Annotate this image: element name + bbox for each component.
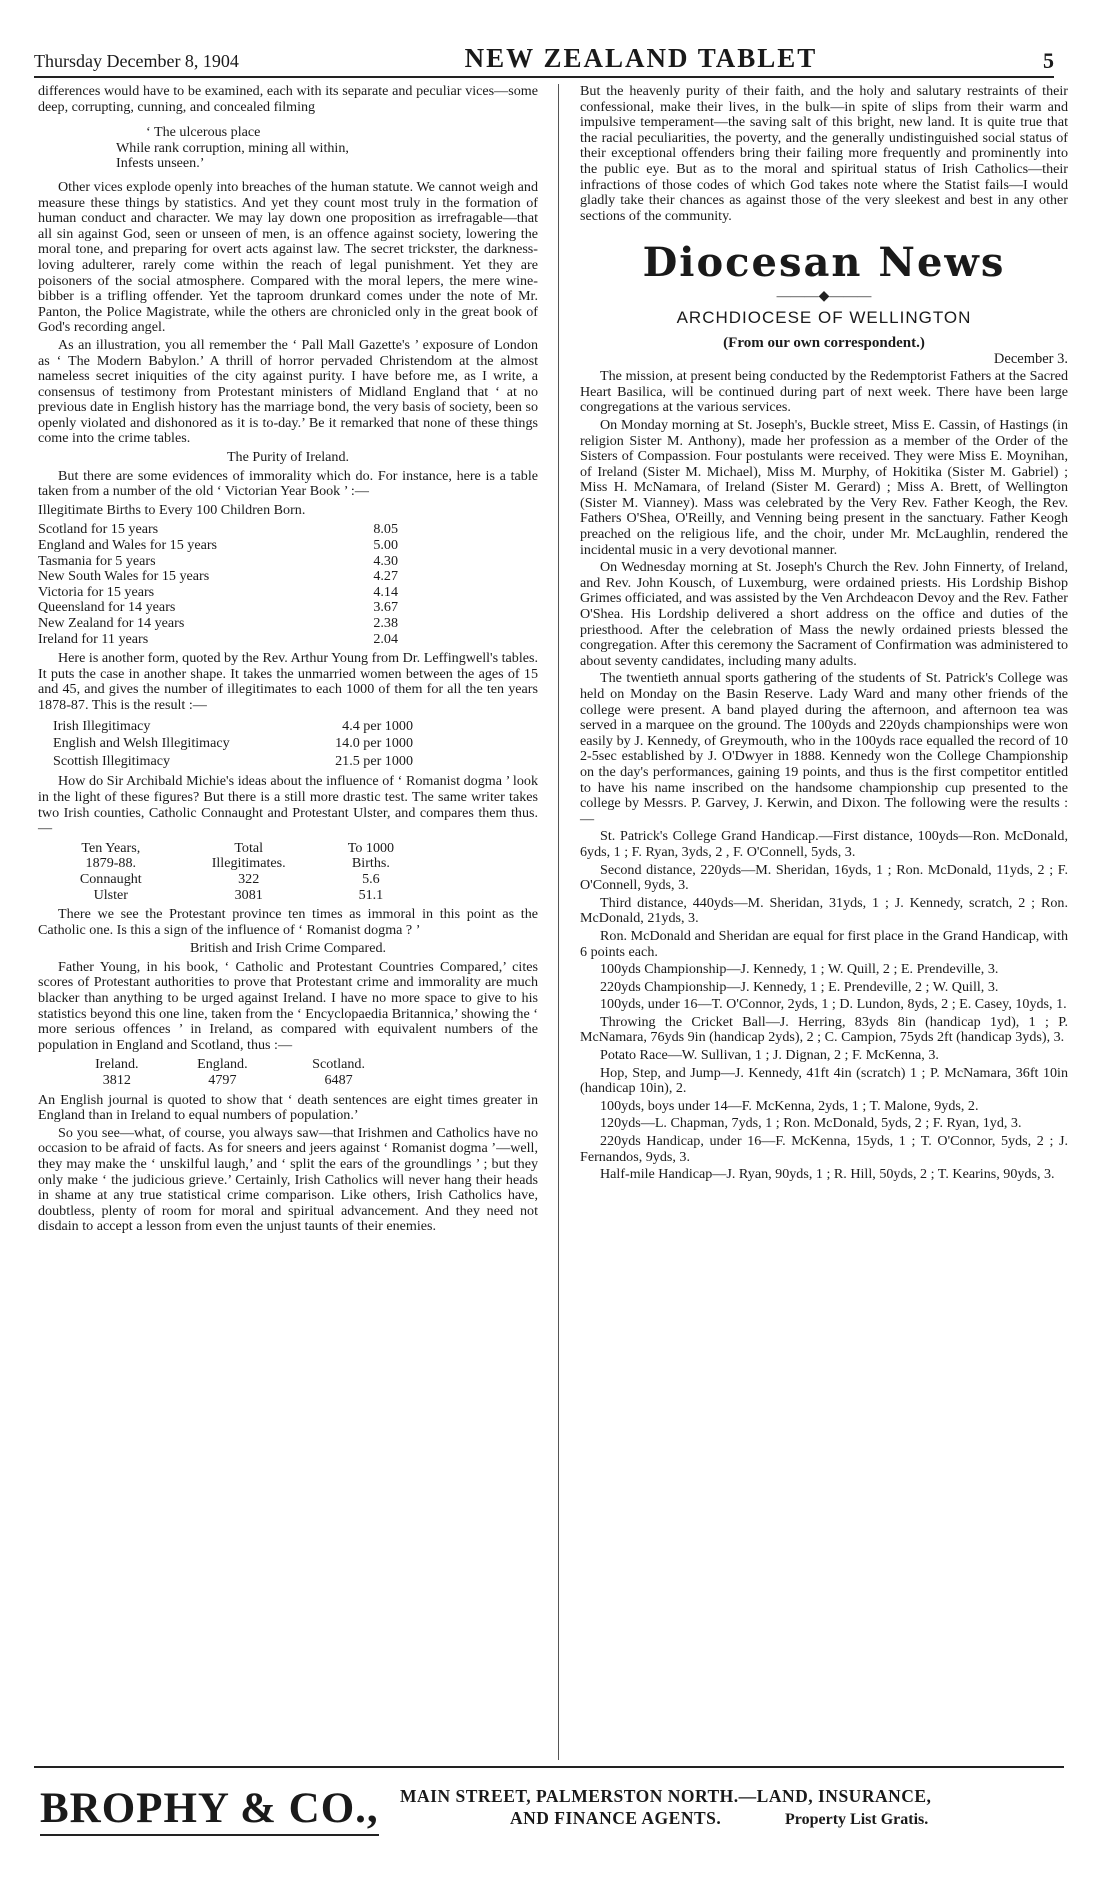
table-cell: 3812 [102,1072,131,1089]
left-paragraph-7: There we see the Protestant province ten times as immoral in this point as the Catholic one. Is this a sign of the influence of ‘ Romanist dogma ? ’ [38,906,538,938]
result-item: Third distance, 440yds—M. Sheridan, 31yds, 1 ; J. Kennedy, scratch, 2 ; Ron. McDonald, 21yds, 3. [580,894,1068,927]
births-table [38,522,398,647]
table-row [38,569,398,585]
row-value: 5.00 [373,537,398,554]
archdiocese-heading: ARCHDIOCESE OF WELLINGTON [676,308,972,328]
row-label: Victoria for 15 years [38,583,155,600]
table-row [38,585,398,601]
table-row [48,888,418,904]
masthead-title: NEW ZEALAND TABLET [464,43,818,73]
left-paragraph-2: Other vices explode openly into breaches of the human statute. We cannot weigh and measure these things by statistics. And yet they count most truly in the formation of human conduct and character. We may lay down one proposition as irrefragable—that all sin against God, seen or unseen of men, is an offence against society, lowering the moral tone, and preparing for overt acts against law. The secret trickster, the darkness-loving adulterer, rarely come within the reach of legal punishment. Yet they are poisoners of the social atmosphere. Compared with the moral lepers, the mere wine-bibber is a trifling offender. Yet the taproom drunkard comes under the note of Mr. Panton, the Police Magistrate, while the others are chronicled only in the great book of God's recording angel. [38,178,538,336]
table-row [52,735,414,753]
section-title: Diocesan News [642,239,1006,287]
table-row [52,753,414,771]
table-cell: Connaught [79,870,142,887]
news-paragraph: The mission, at present being conducted by the Redemptorist Fathers at the Sacred Heart Basilica, will be continued during part of next week. There have been large congregations at the various services. [580,368,1068,416]
column-header: Total Illegitimates. [211,839,286,872]
result-item: Potato Race—W. Sullivan, 1 ; J. Dignan, 2 ; F. McKenna, 3. [600,1047,939,1064]
left-paragraph-10: So you see—what, of course, you always saw—that Irishmen and Catholics have no occasion to be afraid of facts. As for sneers and jeers against ‘ Romanist dogma ’—well, they may make the ‘ unskilful laugh,’ and ‘ split the ears of the groundlings ’ ; but they only make ‘ the judicious grieve.’ Certainly, Irish Catholics will never hang their heads in shame at any true statistical crime comparison. Like others, Irish Catholics have, doubtless, plenty of room for moral and spiritual advancement. And they need not disdain to accept a lesson from even the unjust taunts of their enemies. [38,1124,538,1235]
advertiser-name: BROPHY & CO., [40,1784,379,1836]
left-paragraph-1: differences would have to be examined, each with its separate and peculiar vices—some deep, corrupting, cunning, and concealed filming [38,83,538,115]
row-label: Tasmania for 5 years [38,552,156,569]
left-paragraph-3: As an illustration, you all remember the ‘ Pall Mall Gazette's ’ exposure of London as ‘ The Modern Babylon.’ A thrill of horror pervaded Christendom at the almost nameless secret iniquities of the city against purity. I have before me, as I write, a consensus of testimony from Protestant ministers of Midland England that ‘ at no previous date in English history has the marriage bond, the very basis of society, been so openly violated and dishonored as it is to-day.’ Be it remarked that none of these things come into the crime tables. [38,336,538,447]
right-paragraph-1: But the heavenly purity of their faith, and the holy and salutary restraints of their confessional, make their lives, in the bulk—in spite of slips from their warm and impulsive temperament—the saving salt of this bright, new land. It is quite true that the racial peculiarities, the poverty, and the generally undistinguished social status of their exceptional offenders bring their failing more frequently and prominently into the public eye. But as to the moral and spiritual status of Irish Catholics—their infractions of those codes of which God takes note where the Statist fails—I would gladly take their chances as against those of the very sleekest and best in any other sections of the community. [580,83,1068,224]
table-cell: 6487 [324,1072,353,1089]
subheading-crime: British and Irish Crime Compared. [189,940,387,957]
result-item: 100yds, under 16—T. O'Connor, 2yds, 1 ; D. Lundon, 8yds, 2 ; E. Casey, 10yds, 1. [600,996,1067,1013]
advertiser-offer: Property List Gratis. [785,1811,929,1828]
row-label: New South Wales for 15 years [38,568,210,585]
row-value: 14.0 per 1000 [335,735,413,752]
row-label: Queensland for 14 years [38,599,176,616]
table-row [38,554,398,570]
sports-results [580,829,1068,1182]
column-header: England. [197,1056,248,1073]
quote-line: While rank corruption, mining all within, [116,139,349,156]
column-header: Ireland. [95,1056,139,1073]
row-value: 2.38 [373,615,398,631]
row-label: Scotland for 15 years [38,521,159,538]
result-item: Hop, Step, and Jump—J. Kennedy, 41ft 4in (scratch) 1 ; P. McNamara, 36ft 10in (handicap 10in), 2. [580,1064,1068,1097]
result-item: 100yds, boys under 14—F. McKenna, 2yds, 1 ; T. Malone, 9yds, 2. [600,1097,979,1114]
left-paragraph-4: But there are some evidences of immorality which do. For instance, here is a table taken from a number of the old ‘ Victorian Year Book ’ :— [38,467,538,500]
advertisement-footer [40,1778,1060,1848]
row-value: 8.05 [373,521,398,538]
verse-quote [38,125,538,172]
table-row [38,632,398,648]
table-cell: 3081 [234,886,263,903]
left-paragraph-8: Father Young, in his book, ‘ Catholic and Protestant Countries Compared,’ cites scores of Protestant authorities to prove that Protestant crime and immorality are much blacker than anything to be urged against Ireland. I have no more space to give to his statistics beyond this one line, taken from the ‘ Encyclopaedia Britannica,’ showing the ‘ more serious offences ’ in Ireland, as compared with equivalent numbers of the population in England and Scotland, thus :— [38,958,538,1053]
row-label: Ireland for 11 years [38,630,149,647]
quote-line: ‘ The ulcerous place [146,124,261,141]
result-item: St. Patrick's College Grand Handicap.—First distance, 100yds—Ron. McDonald, 6yds, 1 ; F. Ryan, 3yds, 2 , F. O'Connell, 5yds, 3. [580,828,1068,860]
advertiser-services: AND FINANCE AGENTS. [510,1808,722,1828]
table-row [38,522,398,538]
column-header: To 1000 Births. [347,839,395,872]
table-cell: Ulster [93,886,129,903]
news-paragraph: On Monday morning at St. Joseph's, Buckle street, Miss E. Cassin, of Hastings (in religion Sister M. Anthony), made her profession as a member of the Order of the Sisters of Compassion. Four postulants were received. They were Miss E. Moynihan, of Ireland (Sister M. Michael), Miss M. Murphy, of Hokitika (Sister M. Gabriel) ; Miss H. McNamara, of Ireland (Sister M. Gerard) ; Miss A. Brett, of Wellington (Sister M. Vianney). Mass was celebrated by the Very Rev. Father Keogh, the Rev. Fathers O'Shea, O'Reilly, and Venning being present in the sanctuary. Father Keogh preached on the religious life, and the choir, under Mr. McLaughlin, rendered the incidental music in a very devotional manner. [580,416,1068,558]
left-paragraph-5: Here is another form, quoted by the Rev. Arthur Young from Dr. Leffingwell's tables. It puts the case in another shape. It takes the unmarried women between the ages of 15 and 45, and gives the number of illegitimates to each 1000 of them for all the ten years 1878-87. This is the result :— [38,650,538,713]
left-paragraph-6: How do Sir Archibald Michie's ideas about the influence of ‘ Romanist dogma ’ look in the light of these figures? But there is a still more drastic test. The same writer takes two Irish counties, Catholic Connaught and Protestant Ulster, and compares them thus.— [38,773,538,837]
issue-date: Thursday December 8, 1904 [34,51,239,71]
row-value: 3.67 [373,599,398,616]
result-item: Second distance, 220yds—M. Sheridan, 16yds, 1 ; Ron. McDonald, 11yds, 2 ; F. O'Connell, 9yds, 3. [580,861,1068,894]
result-item: Half-mile Handicap—J. Ryan, 90yds, 1 ; R. Hill, 50yds, 2 ; T. Kearins, 90yds, 3. [600,1166,1055,1183]
row-value: 21.5 per 1000 [335,752,413,769]
crime-comparison-table [68,1057,398,1088]
news-paragraph: The twentieth annual sports gathering of the students of St. Patrick's College was held on Monday on the Basin Reserve. Lady Ward and many other friends of the college were present. A band played during the afternoon, and afternoon tea was served in a marquee on the ground. The 100yds and 220yds championships were won easily by J. Kennedy, of Greymouth, who in the 100yds race equalled the record of 10 2-5sec established by J. O'Dwyer in 1888. Kennedy won the College Championship on the day's performances, gaining 19 points, and thus is the first competitor entitled to have his name inscribed on the handsome championship cup presented to the college by Messrs. P. Garvey, J. Kerwin, and Dixon. The following were the results :— [580,670,1068,827]
births-table-header: Illegitimate Births to Every 100 Children Born. [38,501,306,518]
table-row [38,538,398,554]
footer-rule [34,1766,1064,1768]
row-value: 4.27 [373,568,398,585]
table-header-row [68,1057,398,1073]
row-label: New Zealand for 14 years [38,615,185,631]
right-column [580,84,1068,1185]
page-number: 5 [1043,48,1054,73]
table-row [52,718,414,736]
dateline: December 3. [993,350,1068,367]
illegitimacy-table [52,718,414,771]
column-header: Ten Years, 1879-88. [81,839,141,872]
quote-line: Infests unseen.’ [116,155,205,172]
table-cell: 322 [238,870,260,887]
result-item: 120yds—L. Chapman, 7yds, 1 ; Ron. McDonald, 5yds, 2 ; F. Ryan, 1yd, 3. [600,1115,1022,1132]
row-label: Scottish Illegitimacy [53,752,171,769]
row-value: 4.14 [373,583,398,600]
result-item: 100yds Championship—J. Kennedy, 1 ; W. Quill, 2 ; E. Prendeville, 3. [600,961,999,978]
left-column [38,84,538,1237]
row-label: England and Wales for 15 years [38,537,218,554]
row-value: 2.04 [373,630,398,647]
left-paragraph-9: An English journal is quoted to show that ‘ death sentences are eight times greater in England than in Ireland to equal numbers of population.’ [38,1091,538,1124]
result-item: Ron. McDonald and Sheridan are equal for first place in the Grand Handicap, with 6 points each. [580,927,1068,960]
advertiser-address: MAIN STREET, PALMERSTON NORTH.—LAND, INSURANCE, [400,1786,932,1806]
table-header-row [48,841,418,872]
news-paragraph: On Wednesday morning at St. Joseph's Church the Rev. John Finnerty, of Ireland, and Rev. John Kousch, of Luxemburg, were ordained priests. His Lordship Bishop Grimes officiated, and was assisted by the Ven Archdeacon Devoy and the Rev. Father O'Shea. His Lordship delivered a short address on the office and duties of the priesthood. After the celebration of Mass the newly ordained priests blessed the congregation. After this ceremony the Sacrament of Confirmation was administered to about seventy candidates, including many adults. [580,559,1068,669]
result-item: 220yds Handicap, under 16—F. McKenna, 15yds, 1 ; T. O'Connor, 5yds, 2 ; J. Fernandos, 9yds, 3. [580,1133,1068,1165]
subheading-purity: The Purity of Ireland. [226,449,350,466]
row-label: Irish Illegitimacy [53,717,151,734]
page-header [34,40,1054,78]
connaught-ulster-table [48,841,418,903]
table-cell: 51.1 [358,886,384,903]
row-value: 4.30 [373,552,398,569]
table-row [48,872,418,888]
row-value: 4.4 per 1000 [342,717,413,734]
result-item: Throwing the Cricket Ball—J. Herring, 83yds 8in (handicap 1yd), 1 ; P. McNamara, 76yds 9in (handicap 2yds), 2 ; C. Campion, 75yds 2ft (handicap 3yds), 3. [580,1013,1068,1046]
table-row [68,1073,398,1089]
correspondent-line: (From our own correspondent.) [723,334,925,351]
table-row [38,600,398,616]
table-row [38,616,398,632]
table-cell: 4797 [208,1072,237,1089]
ornament-rule: ———◆——— [776,289,872,305]
table-cell: 5.6 [362,870,380,887]
column-header: Scotland. [312,1056,365,1073]
row-label: English and Welsh Illegitimacy [53,735,230,752]
column-divider [558,84,559,1760]
result-item: 220yds Championship—J. Kennedy, 1 ; E. Prendeville, 2 ; W. Quill, 3. [600,978,999,995]
